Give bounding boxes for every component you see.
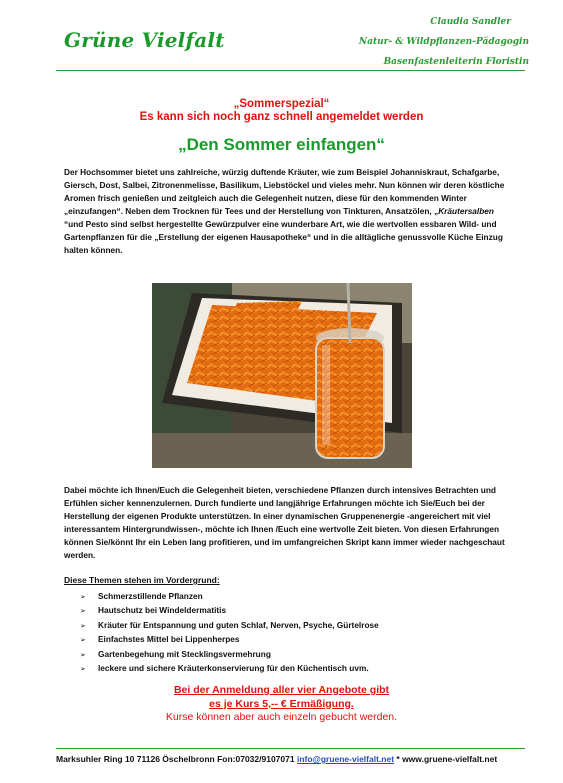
person-subtitle: Basenfastenleiterin Floristin [383, 57, 529, 67]
arrow-bullet-icon: ➢ [80, 622, 86, 630]
website-link[interactable]: www.gruene-vielfalt.net [402, 754, 498, 764]
list-item: ➢ Hautschutz bei Windeldermatitis [80, 604, 379, 618]
header-divider [56, 70, 525, 71]
footer-address: Marksuhler Ring 10 71126 Öschelbronn Fon:07032/9107071 [56, 754, 297, 764]
list-item: ➢ Kräuter für Entspannung und guten Schlaf, Nerven, Psyche, Gürtelrose [80, 619, 379, 633]
arrow-bullet-icon: ➢ [80, 608, 86, 616]
email-link[interactable]: info@gruene-vielfalt.net [296, 754, 395, 764]
footer-separator: * [394, 754, 403, 764]
herb-photo [152, 283, 412, 468]
announcement [0, 98, 563, 124]
list-item: ➢ leckere und sichere Kräuterkonservierung für den Küchentisch uvm. [80, 662, 379, 676]
arrow-bullet-icon: ➢ [80, 637, 86, 645]
offer-block [0, 684, 563, 725]
list-item: ➢ Gartenbegehung mit Stecklingsvermehrung [80, 648, 379, 662]
announcement-line1: „Sommerspezial“ [233, 98, 330, 110]
intro-emphasis: Kräutersalben [438, 206, 494, 216]
body-paragraph: Dabei möchte ich Ihnen/Euch die Gelegenheit bieten, verschiedene Pflanzen durch intensives Betrachten und Erfühlen sicher kennenzulernen. Durch fundierte und langjährige Erfahrungen möchte ich Sie/Euch bei der Herstellung der eigenen Produkte unterstützen. In einer dynamischen Gruppenenergie -angereichert mit viel interessantem Hintergrundwissen-, möchte ich Ihnen /Euch eine wertvolle Zeit bieten. Von diesen Erfahrungen können Sie/könnt Ihr ein Leben lang profitieren, und im umfangreichen Skript kann immer wieder nachgeschaut werden. [64, 485, 505, 560]
intro-text-before: Der Hochsommer bietet uns zahlreiche, würzig duftende Kräuter, wie zum Beispiel Johanniskraut, Schafgarbe, Giersch, Dost, Salbei, Zitronenmelisse, Basilikum, Liebstöckel und vieles mehr. Nun können wir deren köstliche Aromen frisch genießen und zeitgleich auch die Gelegenheit nutzen, diese für den kommenden Winter „einzufangen“. Neben dem Trocknen für Tees und der Herstellung von Tinkturen, Ansatzölen, „ [64, 167, 505, 216]
offer-line2: es je Kurs 5,-- € Ermäßigung. [209, 697, 354, 710]
offer-line1: Bei der Anmeldung aller vier Angebote gibt [173, 684, 390, 696]
person-title: Natur- & Wildpflanzen-Pädagogin [358, 37, 529, 47]
announcement-line2: Es kann sich noch ganz schnell angemeldet werden [139, 111, 424, 123]
arrow-bullet-icon: ➢ [80, 666, 86, 674]
person-name: Claudia Sandler [430, 17, 511, 27]
offer-line3: Kurse können aber auch einzeln gebucht werden. [165, 711, 398, 723]
footer [56, 754, 497, 764]
intro-text-after: “und Pesto sind selbst hergestellte Gewürzpulver eine wunderbare Art, wie die wertvollen essbaren Wild- und Gartenpflanzen für die „Erstellung der eigenen Hausapotheke“ und in die alltägliche genussvolle Küche Einzug halten können. [64, 219, 503, 255]
page-title: „Den Sommer einfangen“ [178, 135, 385, 154]
themes-heading: Diese Themen stehen im Vordergrund: [64, 575, 220, 585]
person-info [359, 12, 529, 72]
footer-divider [56, 748, 525, 749]
brand-logo: Grüne Vielfalt [64, 28, 225, 52]
list-item: ➢ Schmerzstillende Pflanzen [80, 590, 379, 604]
themes-list [80, 590, 379, 676]
arrow-bullet-icon: ➢ [80, 594, 86, 601]
arrow-bullet-icon: ➢ [80, 651, 86, 659]
list-item: ➢ Einfachstes Mittel bei Lippenherpes [80, 633, 379, 647]
intro-paragraph [64, 166, 512, 257]
